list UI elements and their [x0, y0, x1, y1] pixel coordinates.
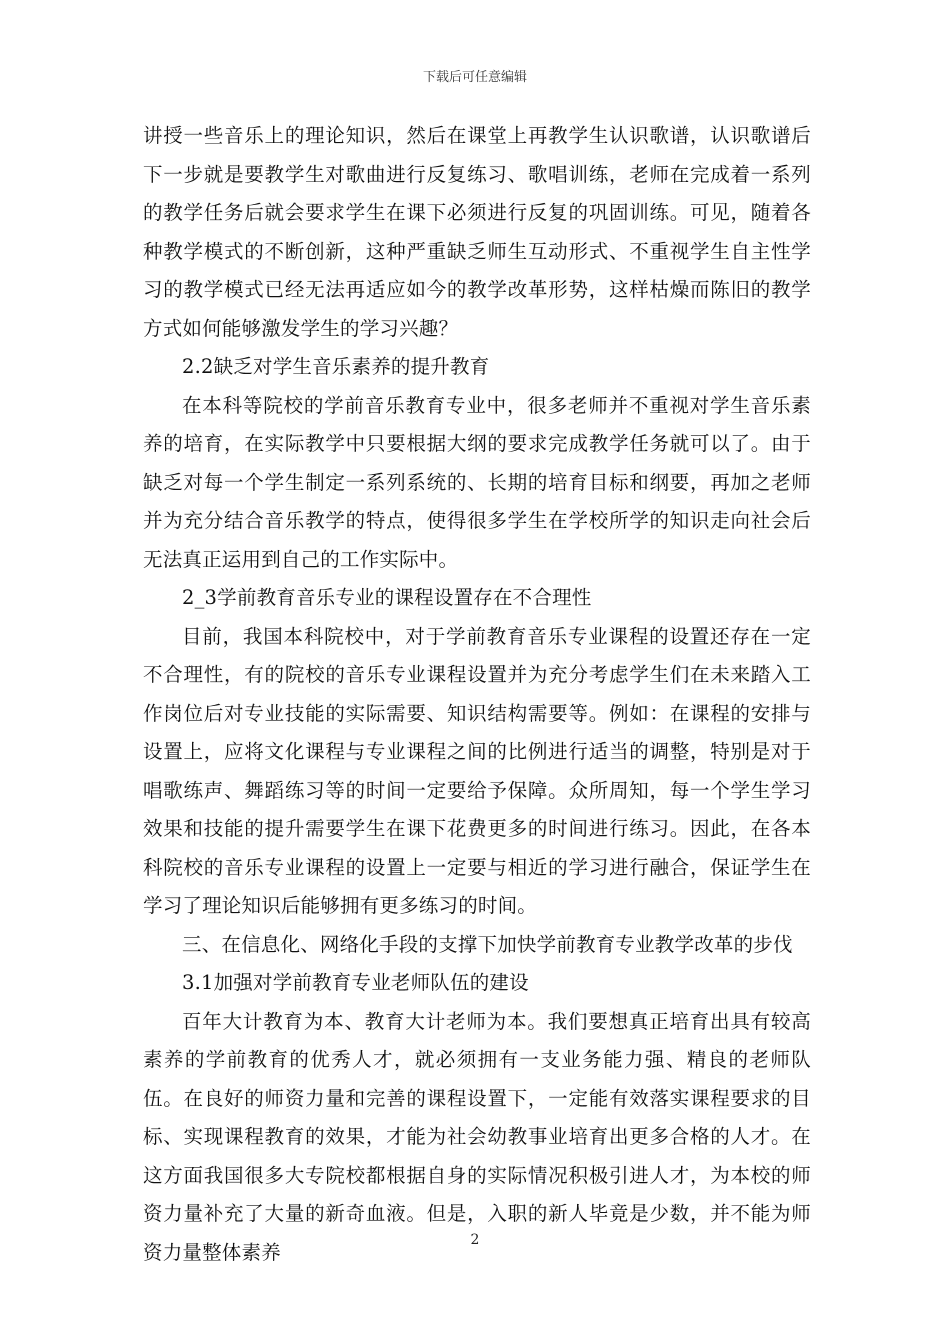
body-paragraph: 在本科等院校的学前音乐教育专业中，很多老师并不重视对学生音乐素养的培育，在实际教学中只要根据大纲的要求完成教学任务就可以了。由于缺乏对每一个学生制定一系列系统的、长期的培育目标和纲要，再加之老师并为充分结合音乐教学的特点，使得很多学生在学校所学的知识走向社会后无法真正运用到自己的工作实际中。	[143, 393, 811, 571]
section-heading-3-1: 3.1加强对学前教育专业老师队伍的建设	[182, 971, 529, 994]
page-number: 2	[470, 1232, 480, 1248]
section-heading-3: 三、在信息化、网络化手段的支撑下加快学前教育专业教学改革的步伐	[182, 932, 793, 956]
body-paragraph: 百年大计教育为本、教育大计老师为本。我们要想真正培育出具有较高素养的学前教育的优秀人才，就必须拥有一支业务能力强、精良的老师队伍。在良好的师资力量和完善的课程设置下，一定能有效落实课程要求的目标、实现课程教育的效果，才能为社会幼教事业培育出更多合格的人才。在这方面我国很多大专院校都根据自身的实际情况积极引进人才，为本校的师资力量补充了大量的新奇血液。但是，入职的新人毕竟是少数，并不能为师资力量整体素养	[143, 1009, 811, 1264]
body-paragraph: 讲授一些音乐上的理论知识，然后在课堂上再教学生认识歌谱，认识歌谱后下一步就是要教学生对歌曲进行反复练习、歌唱训练，老师在完成着一系列的教学任务后就会要求学生在课下必须进行反复的巩固训练。可见，随着各种教学模式的不断创新，这种严重缺乏师生互动形式、不重视学生自主性学习的教学模式已经无法再适应如今的教学改革形势，这样枯燥而陈旧的教学方式如何能够激发学生的学习兴趣？	[143, 124, 811, 340]
document-body	[143, 117, 811, 1272]
page-header-note: 下载后可任意编辑	[422, 70, 527, 85]
body-paragraph: 目前，我国本科院校中，对于学前教育音乐专业课程的设置还存在一定不合理性，有的院校的音乐专业课程设置并为充分考虑学生们在未来踏入工作岗位后对专业技能的实际需要、知识结构需要等。例如：在课程的安排与设置上，应将文化课程与专业课程之间的比例进行适当的调整，特别是对于唱歌练声、舞蹈练习等的时间一定要给予保障。众所周知，每一个学生学习效果和技能的提升需要学生在课下花费更多的时间进行练习。因此，在各本科院校的音乐专业课程的设置上一定要与相近的学习进行融合，保证学生在学习了理论知识后能够拥有更多练习的时间。	[143, 624, 811, 917]
section-heading-2-2: 2.2缺乏对学生音乐素养的提升教育	[182, 355, 490, 378]
section-heading-2-3: 2_3学前教育音乐专业的课程设置存在不合理性	[182, 586, 592, 609]
